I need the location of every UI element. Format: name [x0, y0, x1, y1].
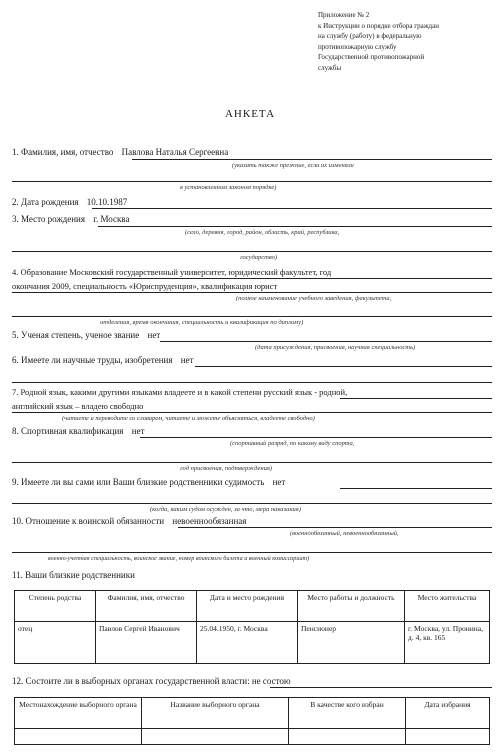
item-3-value: г. Москва: [93, 214, 130, 224]
table-cell: 25.04.1950, г. Москва: [197, 622, 298, 664]
appendix-line: противопожарную службу: [318, 42, 397, 51]
item-10-note: (военнообязанный, невоеннообязанный,: [290, 530, 399, 537]
appendix-line: службы: [318, 63, 342, 72]
appendix-line: Приложение № 2: [318, 11, 370, 19]
table-header-row: [15, 591, 490, 622]
item-3-note: (село, деревня, город, район, область, край, республика,: [185, 229, 340, 236]
item-3-underline-2: [12, 251, 492, 252]
table-header: Дата и место рождения: [197, 591, 298, 622]
item-12-label: 12. Состоите ли в выборных органах государственной власти: не состою: [12, 676, 291, 686]
table-header: Место жительства: [405, 591, 490, 622]
table-header: В качестве кого избран: [289, 698, 406, 729]
item-4-line-2: окончания 2009, специальность «Юриспруденция», квалификация юрист: [12, 281, 278, 291]
item-4-underline-3: [12, 316, 492, 317]
appendix-line: к Инструкции о порядке отбора граждан: [318, 21, 439, 30]
appendix-block: [318, 10, 493, 73]
item-2-value: 10.10.1987: [86, 197, 128, 207]
item-4-note-2: отделения, время окончания, специальность и квалификация по диплому): [100, 319, 304, 326]
item-3-underline: [98, 226, 492, 227]
table-header: Степень родства: [15, 591, 96, 622]
item-12-underline: [270, 687, 492, 688]
item-9-underline-2: [12, 503, 492, 504]
table-row: [15, 729, 490, 745]
table-header: Фамилия, имя, отчество: [96, 591, 197, 622]
item-6-underline: [195, 366, 492, 367]
item-2-underline: [92, 208, 492, 209]
item-5-value: нет: [147, 330, 161, 340]
item-6-value: нет: [180, 355, 194, 365]
item-2-label: 2. Дата рождения: [12, 197, 79, 207]
item-9-underline: [340, 488, 492, 489]
table-cell: [289, 729, 406, 745]
item-7-line-1: 7. Родной язык, какими другими языками владеете и в какой степени русский язык - родной,: [12, 387, 348, 397]
item-5-underline: [160, 341, 492, 342]
table-cell: Пенсионер: [298, 622, 405, 664]
elected-organs-table: [14, 697, 490, 745]
item-8-label: 8. Спортивная квалификация: [12, 426, 124, 436]
relatives-table: [14, 590, 490, 664]
table-header: Местонахождение выборного органа: [15, 698, 142, 729]
item-8-note-2: год присвоения, подтверждения): [180, 465, 273, 472]
item-10-value: невоеннообязанная: [172, 516, 247, 526]
table-cell: отец: [15, 622, 96, 664]
item-10-underline: [178, 527, 492, 528]
item-6-underline-2: [12, 382, 492, 383]
table-header-row: [15, 698, 490, 729]
table-header: Название выборного органа: [142, 698, 289, 729]
item-8-note: (спортивный разряд, по какому виду спорта,: [230, 440, 355, 447]
item-1-underline-2: [12, 181, 492, 182]
table-cell: [15, 729, 142, 745]
item-6-label: 6. Имеете ли научные труды, изобретения: [12, 355, 173, 365]
item-8-value: нет: [131, 426, 145, 436]
appendix-line: на службу (работу) в федеральную: [318, 32, 422, 40]
item-5-label: 5. Ученая степень, ученое звание: [12, 330, 140, 340]
table-header: Место работы и должность: [298, 591, 405, 622]
item-9-note: (когда, каким судом осужден, за что, мера наказания): [150, 506, 301, 513]
form-title: АНКЕТА: [224, 108, 276, 120]
item-4-line-1: 4. Образование Московский государственный университет, юридический факультет, год: [12, 267, 332, 277]
item-1-note: (указать также прежние, если их изменяли: [232, 162, 354, 169]
appendix-line: Государственной противопожарной: [318, 53, 425, 61]
table-cell: [142, 729, 289, 745]
item-10-note-2: военно-учетная специальность, воинское звание, номер воинского билета и военный комиссариат): [48, 555, 310, 562]
table-cell: Павлов Сергей Иванович: [96, 622, 197, 664]
table-cell: г. Москва, ул. Пронина, д. 4, кв. 165: [405, 622, 490, 664]
item-1-label: 1. Фамилия, имя, отчество: [12, 147, 114, 157]
item-9-value: нет: [272, 477, 286, 487]
item-10-label: 10. Отношение к воинской обязанности: [12, 516, 165, 526]
table-header: Дата избрания: [406, 698, 490, 729]
item-7-note: (читаете и переводите со словарем, читаете и можете объясняться, владеете свободно): [62, 415, 315, 422]
table-row: [15, 622, 490, 664]
item-3-label: 3. Место рождения: [12, 214, 86, 224]
item-1-underline: [132, 159, 492, 160]
item-5-note: (дата присуждения, присвоения, научная специальность): [255, 344, 416, 351]
item-9-label: 9. Имеете ли вы сами или Ваши близкие родственники судимость: [12, 477, 265, 487]
item-8-underline-2: [12, 462, 492, 463]
item-8-underline: [140, 437, 492, 438]
table-cell: [406, 729, 490, 745]
item-4-underline: [92, 278, 492, 279]
item-7-underline-2: [12, 412, 492, 413]
item-7-underline: [340, 398, 492, 399]
item-3-note-2: государство): [240, 254, 278, 261]
item-11-label: 11. Ваши близкие родственники: [12, 570, 135, 580]
item-1-value: Павлова Наталья Сергеевна: [121, 147, 229, 157]
item-4-underline-2: [12, 292, 492, 293]
item-4-note: (полное наименование учебного заведения, факультета,: [236, 295, 392, 302]
item-10-underline-2: [12, 552, 492, 553]
item-1-note-2: в установленном законом порядке): [180, 184, 277, 191]
item-7-line-2: английский язык – владею свободно: [12, 401, 144, 411]
